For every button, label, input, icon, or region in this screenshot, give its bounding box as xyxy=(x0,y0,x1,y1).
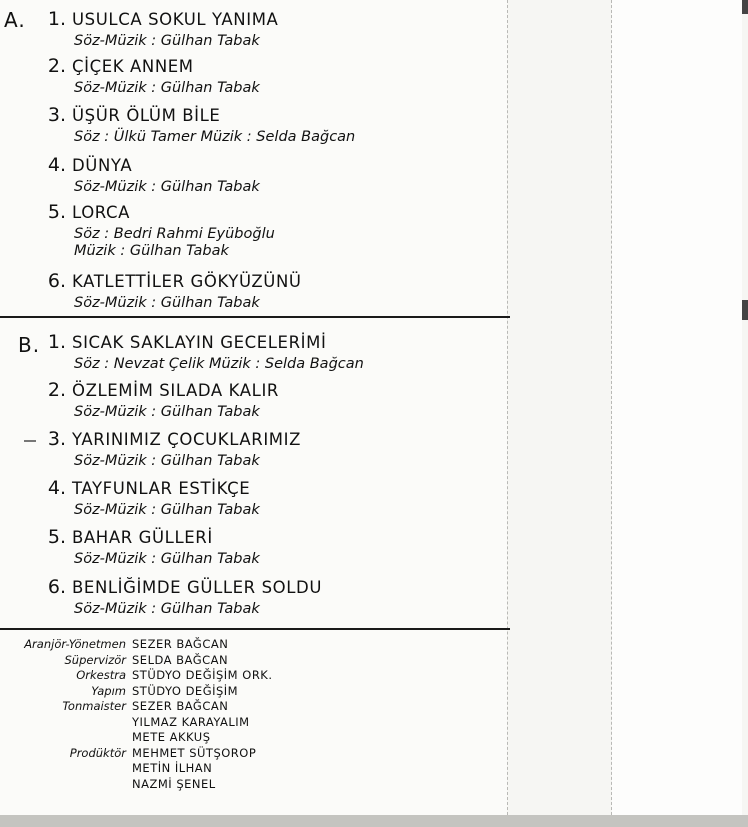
production-role: Yapım xyxy=(91,683,126,698)
production-name: MEHMET SÜTŞOROP xyxy=(132,745,257,760)
track-credit: Söz : Bedri Rahmi Eyüboğlu xyxy=(74,226,275,242)
production-name: STÜDYO DEĞİŞİM ORK. xyxy=(132,668,273,682)
side-label: B. xyxy=(18,333,41,357)
track-credit: Söz-Müzik : Gülhan Tabak xyxy=(74,295,260,311)
production-name: METİN İLHAN xyxy=(132,761,213,775)
track-title: ÇİÇEK ANNEM xyxy=(72,57,194,76)
bottom-edge xyxy=(0,815,748,827)
track-number: 3. xyxy=(47,428,66,450)
track-title: TAYFUNLAR ESTİKÇE xyxy=(72,479,251,498)
production-name: STÜDYO DEĞİŞİM xyxy=(132,683,239,698)
track-credit: Müzik : Gülhan Tabak xyxy=(74,243,229,259)
track-credit: Söz-Müzik : Gülhan Tabak xyxy=(74,601,260,617)
edge-mark-top xyxy=(742,0,748,14)
margin-tick xyxy=(24,440,36,442)
production-role: Aranjör-Yönetmen xyxy=(24,637,126,651)
track-title: KATLETTİLER GÖKYÜZÜNÜ xyxy=(72,272,302,291)
track-credit: Söz-Müzik : Gülhan Tabak xyxy=(74,551,260,567)
track-number: 6. xyxy=(47,576,66,598)
divider-line xyxy=(0,316,510,318)
track-number: 4. xyxy=(47,477,66,499)
production-name: SELDA BAĞCAN xyxy=(132,652,229,667)
track-credit: Söz-Müzik : Gülhan Tabak xyxy=(74,179,260,195)
track-number: 1. xyxy=(47,331,66,353)
fold-line-left xyxy=(507,0,508,815)
track-number: 2. xyxy=(47,55,66,77)
track-title: ÜŞÜR ÖLÜM BİLE xyxy=(72,106,221,125)
track-credit: Söz-Müzik : Gülhan Tabak xyxy=(74,80,260,96)
track-title: DÜNYA xyxy=(72,156,133,175)
side-label: A. xyxy=(4,8,26,32)
track-title: ÖZLEMİM SILADA KALIR xyxy=(72,381,279,400)
production-role: Tonmaister xyxy=(62,699,126,713)
production-name: YILMAZ KARAYALIM xyxy=(132,714,250,729)
production-name: SEZER BAĞCAN xyxy=(132,699,229,713)
divider-line xyxy=(0,628,510,630)
production-role: Süpervizör xyxy=(64,652,126,667)
track-number: 4. xyxy=(47,154,66,176)
track-credit: Söz-Müzik : Gülhan Tabak xyxy=(74,404,260,420)
track-number: 5. xyxy=(47,201,66,223)
track-credit: Söz : Nevzat Çelik Müzik : Selda Bağcan xyxy=(74,356,364,372)
edge-mark-middle xyxy=(742,300,748,320)
track-credit: Söz-Müzik : Gülhan Tabak xyxy=(74,453,260,469)
track-title: USULCA SOKUL YANIMA xyxy=(72,10,279,29)
blank-side-panel xyxy=(612,0,742,815)
track-number: 1. xyxy=(47,8,66,30)
track-credit: Söz-Müzik : Gülhan Tabak xyxy=(74,33,260,49)
track-title: SICAK SAKLAYIN GECELERİMİ xyxy=(72,333,327,352)
track-number: 5. xyxy=(47,526,66,548)
track-number: 2. xyxy=(47,379,66,401)
track-number: 3. xyxy=(47,104,66,126)
track-title: BENLİĞİMDE GÜLLER SOLDU xyxy=(72,578,323,597)
track-title: YARINIMIZ ÇOCUKLARIMIZ xyxy=(72,430,301,449)
production-name: NAZMİ ŞENEL xyxy=(132,776,216,791)
production-name: SEZER BAĞCAN xyxy=(132,637,229,651)
track-number: 6. xyxy=(47,270,66,292)
track-title: BAHAR GÜLLERİ xyxy=(72,528,213,547)
track-title: LORCA xyxy=(72,203,131,222)
production-name: METE AKKUŞ xyxy=(132,730,211,744)
track-credit: Söz-Müzik : Gülhan Tabak xyxy=(74,502,260,518)
production-role: Orkestra xyxy=(76,668,126,682)
production-role: Prodüktör xyxy=(69,745,126,760)
track-credit: Söz : Ülkü Tamer Müzik : Selda Bağcan xyxy=(74,129,356,145)
